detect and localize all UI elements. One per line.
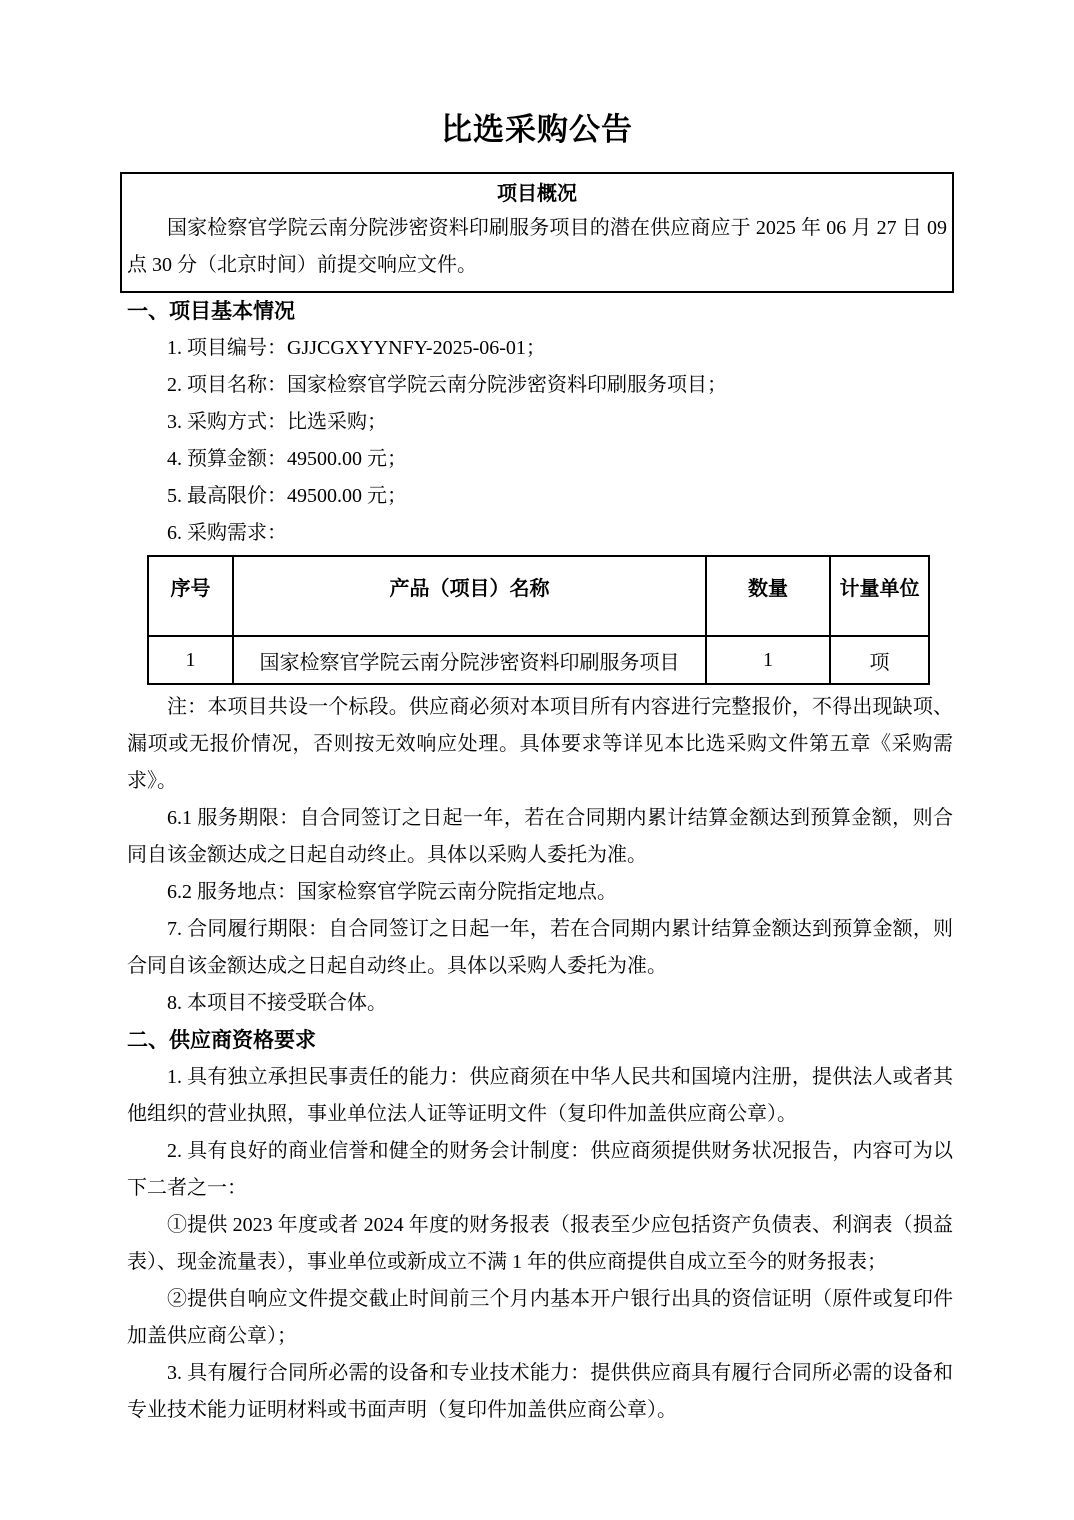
table-cell-unit: 项 [830,636,929,684]
table-header-qty: 数量 [706,556,830,636]
procurement-demand-line: 6. 采购需求： [167,522,287,544]
page-title: 比选采购公告 [441,112,633,147]
table-header-seq: 序号 [148,556,233,636]
overview-box [120,172,954,293]
table-cell-qty: 1 [706,636,830,684]
qualification-2-option-2-paragraph: ②提供自响应文件提交截止时间前三个月内基本开户银行出具的资信证明（原件或复印件加盖供应商公章）； [127,1288,953,1347]
no-consortium-paragraph: 8. 本项目不接受联合体。 [167,992,387,1014]
table-cell-seq: 1 [148,636,233,684]
service-location-paragraph: 6.2 服务地点：国家检察官学院云南分院指定地点。 [167,881,617,903]
document-body [127,293,953,1429]
overview-heading: 项目概况 [497,183,577,205]
table-header-name: 产品（项目）名称 [233,556,706,636]
section-2-heading: 二、供应商资格要求 [127,1029,316,1052]
project-name-line: 2. 项目名称：国家检察官学院云南分院涉密资料印刷服务项目； [167,374,727,396]
qualification-3-paragraph: 3. 具有履行合同所必需的设备和专业技术能力：提供供应商具有履行合同所必需的设备和专业技术能力证明材料或书面声明（复印件加盖供应商公章）。 [127,1362,953,1421]
procurement-table [147,555,930,685]
service-period-paragraph: 6.1 服务期限：自合同签订之日起一年，若在合同期内累计结算金额达到预算金额，则合同自该金额达成之日起自动终止。具体以采购人委托为准。 [127,807,953,866]
overview-text: 国家检察官学院云南分院涉密资料印刷服务项目的潜在供应商应于 2025 年 06 月 27 日 09 点 30 分（北京时间）前提交响应文件。 [127,217,947,276]
qualification-2-paragraph: 2. 具有良好的商业信誉和健全的财务会计制度：供应商须提供财务状况报告，内容可为以下二者之一： [127,1140,953,1199]
table-row [148,636,929,684]
section-1-heading: 一、项目基本情况 [127,300,295,323]
contract-period-paragraph: 7. 合同履行期限：自合同签订之日起一年，若在合同期内累计结算金额达到预算金额，则合同自该金额达成之日起自动终止。具体以采购人委托为准。 [127,918,953,977]
procurement-method-line: 3. 采购方式：比选采购； [167,411,387,433]
project-number-line: 1. 项目编号：GJJCGXYYNFY-2025-06-01； [167,337,546,359]
max-price-line: 5. 最高限价：49500.00 元； [167,485,407,507]
budget-amount-line: 4. 预算金额：49500.00 元； [167,448,407,470]
qualification-1-paragraph: 1. 具有独立承担民事责任的能力：供应商须在中华人民共和国境内注册，提供法人或者其他组织的营业执照，事业单位法人证等证明文件（复印件加盖供应商公章）。 [127,1066,953,1125]
table-note-paragraph: 注：本项目共设一个标段。供应商必须对本项目所有内容进行完整报价，不得出现缺项、漏项或无报价情况，否则按无效响应处理。具体要求等详见本比选采购文件第五章《采购需求》。 [127,696,953,792]
table-header-unit: 计量单位 [830,556,929,636]
table-header-row [148,556,929,636]
table-cell-name: 国家检察官学院云南分院涉密资料印刷服务项目 [233,636,706,684]
qualification-2-option-1-paragraph: ①提供 2023 年度或者 2024 年度的财务报表（报表至少应包括资产负债表、利润表（损益表）、现金流量表），事业单位或新成立不满 1 年的供应商提供自成立至今的财务报表； [127,1214,953,1273]
